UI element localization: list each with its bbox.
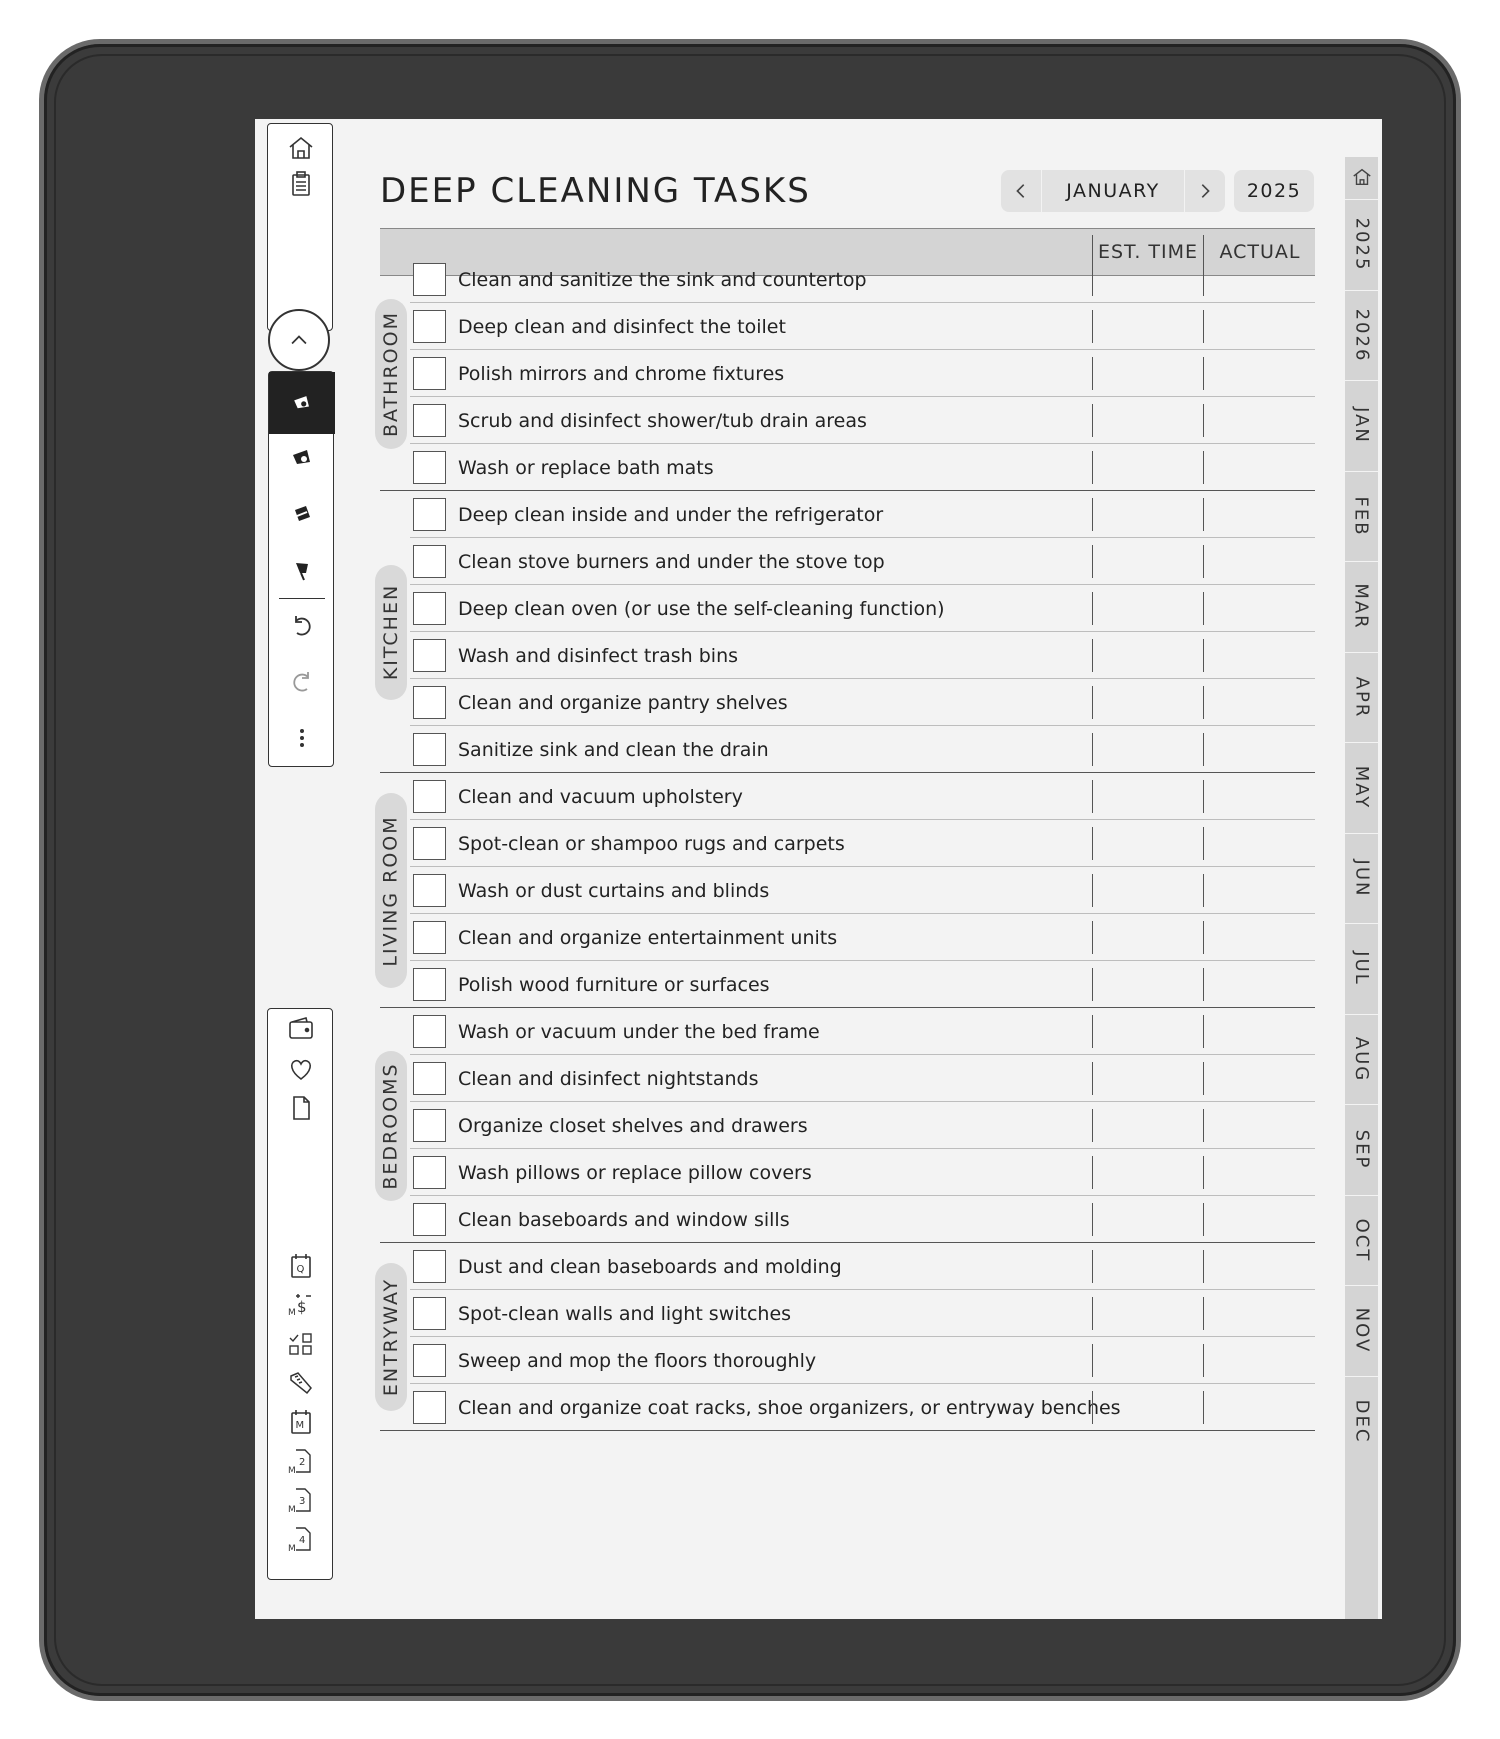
est-time-cell[interactable]: [1092, 1344, 1093, 1377]
tab-aug[interactable]: [1345, 1014, 1378, 1105]
actual-cell[interactable]: [1203, 780, 1204, 813]
svg-text:M: M: [288, 1466, 296, 1476]
tab-jun[interactable]: [1345, 833, 1378, 924]
task-checkbox[interactable]: [413, 263, 446, 296]
est-time-cell[interactable]: [1092, 1109, 1093, 1142]
table-row: [410, 585, 1315, 632]
section-label-text: KITCHEN: [380, 583, 403, 681]
table-row: [410, 632, 1315, 679]
task-checkbox[interactable]: [413, 357, 446, 390]
task-label: Clean baseboards and window sills: [458, 1208, 790, 1231]
task-checkbox[interactable]: [413, 1109, 446, 1142]
section-label: [375, 299, 407, 449]
section-label-text: BATHROOM: [380, 310, 402, 437]
section-label-text: LIVING ROOM: [380, 814, 402, 967]
actual-cell[interactable]: [1203, 498, 1204, 531]
lasso-icon[interactable]: [269, 550, 335, 590]
toolbar-tools: [268, 371, 334, 767]
tab-mar[interactable]: [1345, 561, 1378, 652]
svg-text:3: 3: [299, 1496, 306, 1507]
est-time-cell[interactable]: [1092, 357, 1093, 390]
section-label-text: ENTRYWAY: [380, 1277, 403, 1397]
m3-icon[interactable]: [268, 1480, 334, 1520]
task-checkbox[interactable]: [413, 404, 446, 437]
actual-cell[interactable]: [1203, 968, 1204, 1001]
table-row: [410, 444, 1315, 491]
tab-label: FEB: [1351, 496, 1373, 537]
section-divider: [380, 1007, 410, 1008]
table-row: [410, 1337, 1315, 1384]
section-divider: [380, 1242, 410, 1243]
table-row: [410, 1384, 1315, 1431]
svg-text:2: 2: [299, 1457, 306, 1468]
section-divider: [380, 1430, 410, 1431]
task-checkbox[interactable]: [413, 733, 446, 766]
svg-text:4: 4: [299, 1535, 306, 1546]
tab-nov[interactable]: [1345, 1285, 1378, 1376]
tab-may[interactable]: [1345, 742, 1378, 833]
tab-label: DEC: [1351, 1399, 1372, 1444]
task-checkbox[interactable]: [413, 1391, 446, 1424]
est-time-cell[interactable]: [1092, 733, 1093, 766]
task-checkbox[interactable]: [413, 1250, 446, 1283]
tab-label: MAR: [1351, 583, 1373, 630]
actual-cell[interactable]: [1203, 1203, 1204, 1236]
table-row: [410, 1290, 1315, 1337]
est-time-cell[interactable]: [1092, 310, 1093, 343]
task-label: Clean and organize coat racks, shoe organizers, or entryway benches: [458, 1396, 1121, 1419]
actual-cell[interactable]: [1203, 357, 1204, 390]
table-row: [410, 679, 1315, 726]
est-time-cell[interactable]: [1092, 1391, 1093, 1424]
actual-cell[interactable]: [1203, 310, 1204, 343]
shoe-icon[interactable]: [268, 1363, 334, 1403]
tab-label: OCT: [1351, 1218, 1373, 1263]
task-checkbox[interactable]: [413, 498, 446, 531]
chevron-right-icon: [1196, 182, 1214, 200]
svg-text:M: M: [288, 1505, 296, 1515]
section-label-text: BEDROOMS: [380, 1061, 402, 1190]
heart-icon[interactable]: [268, 1049, 334, 1089]
svg-text:M: M: [288, 1544, 296, 1554]
table-row: [410, 1196, 1315, 1243]
section-label: [375, 1051, 407, 1201]
actual-cell[interactable]: [1203, 1015, 1204, 1048]
money-icon[interactable]: [268, 1285, 334, 1325]
actual-cell[interactable]: [1203, 1250, 1204, 1283]
actual-cell[interactable]: [1203, 874, 1204, 907]
est-time-cell[interactable]: [1092, 1250, 1093, 1283]
table-row: [410, 303, 1315, 350]
toolbar-top: [267, 123, 333, 331]
table-row: [410, 961, 1315, 1008]
actual-cell[interactable]: [1203, 733, 1204, 766]
actual-cell[interactable]: [1203, 1344, 1204, 1377]
year-button[interactable]: 2025: [1234, 170, 1314, 212]
task-label: Spot-clean or shampoo rugs and carpets: [458, 832, 845, 855]
task-label: Polish wood furniture or surfaces: [458, 973, 770, 996]
table-row: [410, 1102, 1315, 1149]
table-row: [410, 867, 1315, 914]
tab-label: APR: [1351, 676, 1372, 719]
home-tab-icon[interactable]: [1345, 157, 1378, 197]
task-label: Sweep and mop the floors thoroughly: [458, 1349, 817, 1372]
m2-icon[interactable]: [268, 1441, 334, 1481]
task-checkbox[interactable]: [413, 1344, 446, 1377]
actual-cell[interactable]: [1203, 827, 1204, 860]
toolbar-divider: [279, 598, 325, 599]
eraser-icon[interactable]: [269, 494, 335, 534]
tab-label: SEP: [1351, 1129, 1372, 1170]
task-checkbox[interactable]: [413, 451, 446, 484]
task-label: Spot-clean walls and light switches: [458, 1302, 792, 1325]
table-row: [410, 914, 1315, 961]
tab-jul[interactable]: [1345, 923, 1378, 1014]
undo-icon[interactable]: [269, 606, 335, 646]
clipboard-icon[interactable]: [268, 164, 334, 204]
svg-text:M: M: [288, 1308, 296, 1318]
actual-header: ACTUAL: [1203, 235, 1316, 269]
svg-text:$: $: [297, 1298, 307, 1316]
est-time-cell[interactable]: [1092, 639, 1093, 672]
task-checkbox[interactable]: [413, 1015, 446, 1048]
task-label: Wash or dust curtains and blinds: [458, 879, 770, 902]
collapse-chevron-icon[interactable]: [268, 309, 330, 371]
task-label: Scrub and disinfect shower/tub drain areas: [458, 409, 867, 432]
est-time-cell[interactable]: [1092, 874, 1093, 907]
est-time-cell[interactable]: [1092, 968, 1093, 1001]
table-row: [410, 1149, 1315, 1196]
screen: [255, 119, 1382, 1619]
est-time-cell[interactable]: [1092, 686, 1093, 719]
est-time-cell[interactable]: [1092, 498, 1093, 531]
task-checkbox[interactable]: [413, 639, 446, 672]
tab-apr[interactable]: [1345, 652, 1378, 743]
tab-label: 2026: [1351, 308, 1372, 363]
svg-text:M: M: [295, 1420, 305, 1431]
actual-cell[interactable]: [1203, 263, 1204, 296]
task-label: Deep clean inside and under the refrigerator: [458, 503, 884, 526]
est-time-cell[interactable]: [1092, 404, 1093, 437]
tab-label: AUG: [1351, 1036, 1372, 1082]
table-row: [410, 491, 1315, 538]
tab-label: NOV: [1351, 1307, 1373, 1354]
calendar-m-icon[interactable]: [268, 1402, 334, 1442]
tab-2025[interactable]: [1345, 199, 1378, 290]
page-icon[interactable]: [268, 1088, 334, 1128]
est-time-cell[interactable]: [1092, 921, 1093, 954]
actual-cell[interactable]: [1203, 921, 1204, 954]
est-time-cell[interactable]: [1092, 780, 1093, 813]
section-divider: [380, 490, 410, 491]
task-checkbox[interactable]: [413, 545, 446, 578]
table-row: [410, 1243, 1315, 1290]
task-label: Sanitize sink and clean the drain: [458, 738, 769, 761]
table-row: [410, 397, 1315, 444]
task-checkbox[interactable]: [413, 780, 446, 813]
calendar-q-icon[interactable]: [268, 1246, 334, 1286]
actual-cell[interactable]: [1203, 592, 1204, 625]
task-checkbox[interactable]: [413, 1203, 446, 1236]
actual-cell[interactable]: [1203, 1109, 1204, 1142]
actual-cell[interactable]: [1203, 1062, 1204, 1095]
task-label: Wash and disinfect trash bins: [458, 644, 739, 667]
task-label: Clean and sanitize the sink and countertop: [458, 268, 867, 291]
task-label: Wash or vacuum under the bed frame: [458, 1020, 820, 1043]
actual-cell[interactable]: [1203, 1297, 1204, 1330]
est-time-cell[interactable]: [1092, 263, 1093, 296]
current-month[interactable]: JANUARY: [1041, 170, 1185, 212]
task-checkbox[interactable]: [413, 921, 446, 954]
table-row: [410, 1055, 1315, 1102]
highlighter-icon[interactable]: [269, 438, 335, 478]
tab-sep[interactable]: [1345, 1104, 1378, 1195]
table-row: [410, 726, 1315, 773]
next-month-button[interactable]: [1185, 170, 1225, 212]
est-time-cell[interactable]: [1092, 545, 1093, 578]
task-label: Clean stove burners and under the stove top: [458, 550, 885, 573]
toolbar-bottom: [267, 1008, 333, 1580]
actual-cell[interactable]: [1203, 451, 1204, 484]
task-label: Wash pillows or replace pillow covers: [458, 1161, 812, 1184]
task-checkbox[interactable]: [413, 592, 446, 625]
task-checkbox[interactable]: [413, 1062, 446, 1095]
more-icon[interactable]: [269, 718, 335, 758]
table-row: [410, 773, 1315, 820]
tab-label: JUL: [1351, 951, 1373, 987]
est-time-cell[interactable]: [1092, 1203, 1093, 1236]
grid-check-icon[interactable]: [268, 1324, 334, 1364]
actual-cell[interactable]: [1203, 1391, 1204, 1424]
tab-oct[interactable]: [1345, 1195, 1378, 1286]
section-divider: [380, 772, 410, 773]
est-time-cell[interactable]: [1092, 827, 1093, 860]
task-label: Clean and disinfect nightstands: [458, 1067, 759, 1090]
task-checkbox[interactable]: [413, 874, 446, 907]
task-label: Polish mirrors and chrome fixtures: [458, 362, 785, 385]
est-time-header: EST. TIME: [1092, 235, 1203, 269]
actual-cell[interactable]: [1203, 1156, 1204, 1189]
est-time-cell[interactable]: [1092, 451, 1093, 484]
home-icon[interactable]: [268, 128, 334, 168]
task-label: Clean and organize pantry shelves: [458, 691, 788, 714]
task-checkbox[interactable]: [413, 310, 446, 343]
tab-label: 2025: [1351, 217, 1372, 272]
task-label: Deep clean oven (or use the self-cleaning function): [458, 597, 945, 620]
task-checkbox[interactable]: [413, 1297, 446, 1330]
section-label: [375, 1263, 407, 1411]
month-nav: [1001, 170, 1225, 212]
tab-2026[interactable]: [1345, 290, 1378, 381]
actual-cell[interactable]: [1203, 639, 1204, 672]
tab-jan[interactable]: [1345, 380, 1378, 471]
table-row: [410, 538, 1315, 585]
section-label: [375, 565, 407, 700]
prev-month-button[interactable]: [1001, 170, 1041, 212]
right-tab-bar: [1345, 157, 1378, 1619]
wallet-icon[interactable]: [268, 1009, 334, 1049]
table-row: [410, 1008, 1315, 1055]
actual-cell[interactable]: [1203, 545, 1204, 578]
section-label: [375, 793, 407, 988]
task-label: Wash or replace bath mats: [458, 456, 714, 479]
tab-label: MAY: [1351, 766, 1373, 810]
task-label: Clean and vacuum upholstery: [458, 785, 743, 808]
table-row: [410, 350, 1315, 397]
page-title: DEEP CLEANING TASKS: [380, 171, 811, 211]
table-row: [410, 256, 1315, 303]
task-label: Deep clean and disinfect the toilet: [458, 315, 786, 338]
est-time-cell[interactable]: [1092, 1156, 1093, 1189]
est-time-cell[interactable]: [1092, 592, 1093, 625]
task-checkbox[interactable]: [413, 968, 446, 1001]
task-checkbox[interactable]: [413, 686, 446, 719]
svg-text:Q: Q: [296, 1264, 305, 1275]
chevron-left-icon: [1012, 182, 1030, 200]
tab-label: JAN: [1351, 407, 1372, 445]
task-label: Clean and organize entertainment units: [458, 926, 838, 949]
actual-cell[interactable]: [1203, 686, 1204, 719]
actual-cell[interactable]: [1203, 404, 1204, 437]
est-time-cell[interactable]: [1092, 1015, 1093, 1048]
table-row: [410, 820, 1315, 867]
est-time-cell[interactable]: [1092, 1297, 1093, 1330]
pen-icon[interactable]: [269, 372, 335, 434]
task-label: Dust and clean baseboards and molding: [458, 1255, 842, 1278]
m4-icon[interactable]: [268, 1519, 334, 1559]
task-checkbox[interactable]: [413, 1156, 446, 1189]
task-label: Organize closet shelves and drawers: [458, 1114, 808, 1137]
task-checkbox[interactable]: [413, 827, 446, 860]
redo-icon[interactable]: [269, 662, 335, 702]
tab-dec[interactable]: [1345, 1376, 1378, 1467]
est-time-cell[interactable]: [1092, 1062, 1093, 1095]
tab-label: JUN: [1351, 859, 1373, 898]
tab-feb[interactable]: [1345, 471, 1378, 562]
